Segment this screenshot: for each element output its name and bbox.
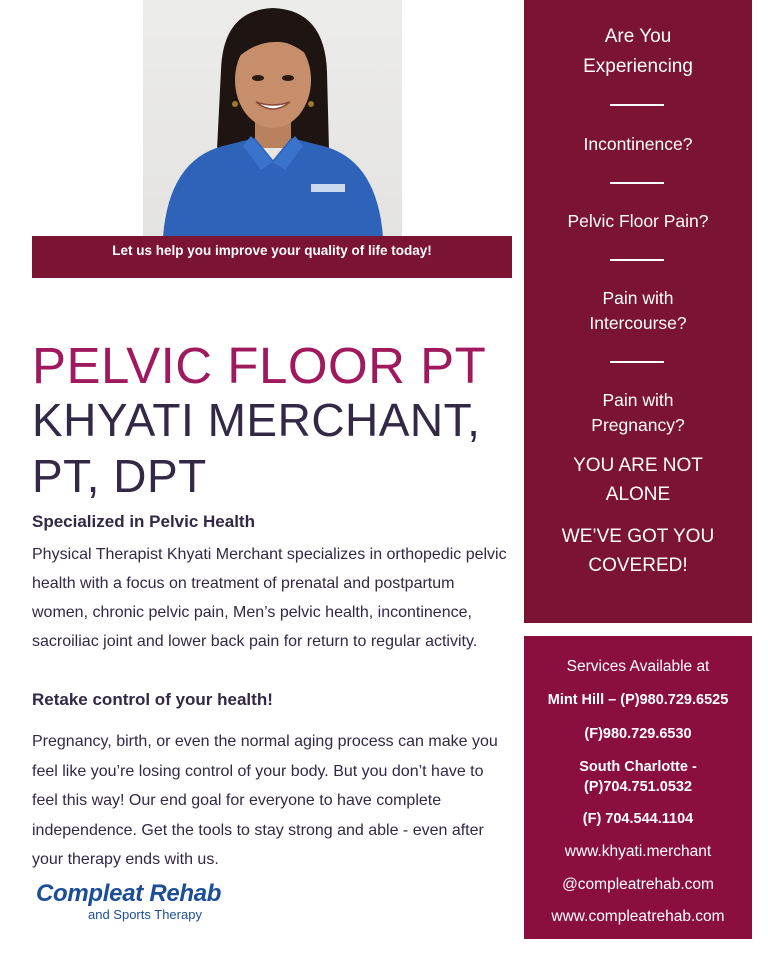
retake-heading: Retake control of your health!: [32, 690, 273, 709]
mint-hill-fax: (F)980.729.6530: [584, 726, 692, 742]
sidebar-intro-line1: Are You: [604, 26, 672, 47]
sidebar-not-alone-line1: YOU ARE NOT: [573, 455, 703, 476]
therapist-name-line2: PT, DPT: [32, 450, 207, 502]
specialized-paragraph: Physical Therapist Khyati Merchant specializes in orthopedic pelvic health with a focus on treatment of prenatal and postpartum women, chronic pelvic pain, Men’s pelvic health, incontinence, sacroiliac joint and lower back pain for return to regular activity.: [32, 546, 507, 650]
contact-box: [524, 636, 752, 939]
services-label: Services Available at: [566, 658, 710, 675]
compleat-rehab-logo: [36, 881, 236, 925]
mint-hill-phone: Mint Hill – (P)980.729.6525: [547, 692, 729, 708]
sidebar-question-incontinence: Incontinence?: [583, 134, 693, 154]
retake-paragraph: Pregnancy, birth, or even the normal aging process can make you feel like you’re losing control of your body. But you don’t have to feel this way! Our end goal for everyone to have complete independence. Get the tools to stay strong and able - even after your therapy ends with us.: [32, 733, 498, 868]
sidebar-intro-line2: Experiencing: [583, 56, 693, 77]
quality-of-life-banner: Let us help you improve your quality of life today!: [32, 236, 512, 278]
logo-sub-text: and Sports Therapy: [88, 907, 202, 922]
sidebar-divider: [610, 182, 664, 184]
south-charlotte-label: South Charlotte -: [579, 759, 697, 775]
sidebar-covered-line1: WE’VE GOT YOU: [561, 526, 715, 547]
page-title: PELVIC FLOOR PT: [32, 337, 487, 394]
south-charlotte-fax: (F) 704.544.1104: [582, 811, 694, 827]
specialized-heading: Specialized in Pelvic Health: [32, 512, 255, 531]
website-line2: @compleatrehab.com: [562, 876, 714, 893]
logo-main-text: Compleat Rehab: [36, 880, 222, 907]
therapist-photo: [143, 0, 402, 237]
therapist-name-line1: KHYATI MERCHANT,: [32, 394, 481, 446]
sidebar-divider: [610, 361, 664, 363]
sidebar-question-pelvic-pain: Pelvic Floor Pain?: [567, 211, 709, 231]
website-line1: www.khyati.merchant: [564, 843, 712, 860]
sidebar-question-pregnancy-line2: Pregnancy?: [591, 415, 685, 435]
sidebar-question-intercourse-line1: Pain with: [602, 288, 674, 308]
therapist-portrait: [143, 0, 402, 237]
sidebar-question-intercourse-line2: Intercourse?: [589, 313, 687, 333]
sidebar-covered-line2: COVERED!: [588, 555, 688, 576]
south-charlotte-phone: (P)704.751.0532: [583, 779, 693, 795]
sidebar-divider: [610, 104, 664, 106]
sidebar-divider: [610, 259, 664, 261]
website-line3: www.compleatrehab.com: [551, 908, 725, 925]
therapist-name: [32, 392, 512, 504]
sidebar-not-alone-line2: ALONE: [605, 484, 671, 505]
sidebar-question-pregnancy-line1: Pain with: [602, 390, 674, 410]
symptoms-sidebar: [524, 0, 752, 623]
